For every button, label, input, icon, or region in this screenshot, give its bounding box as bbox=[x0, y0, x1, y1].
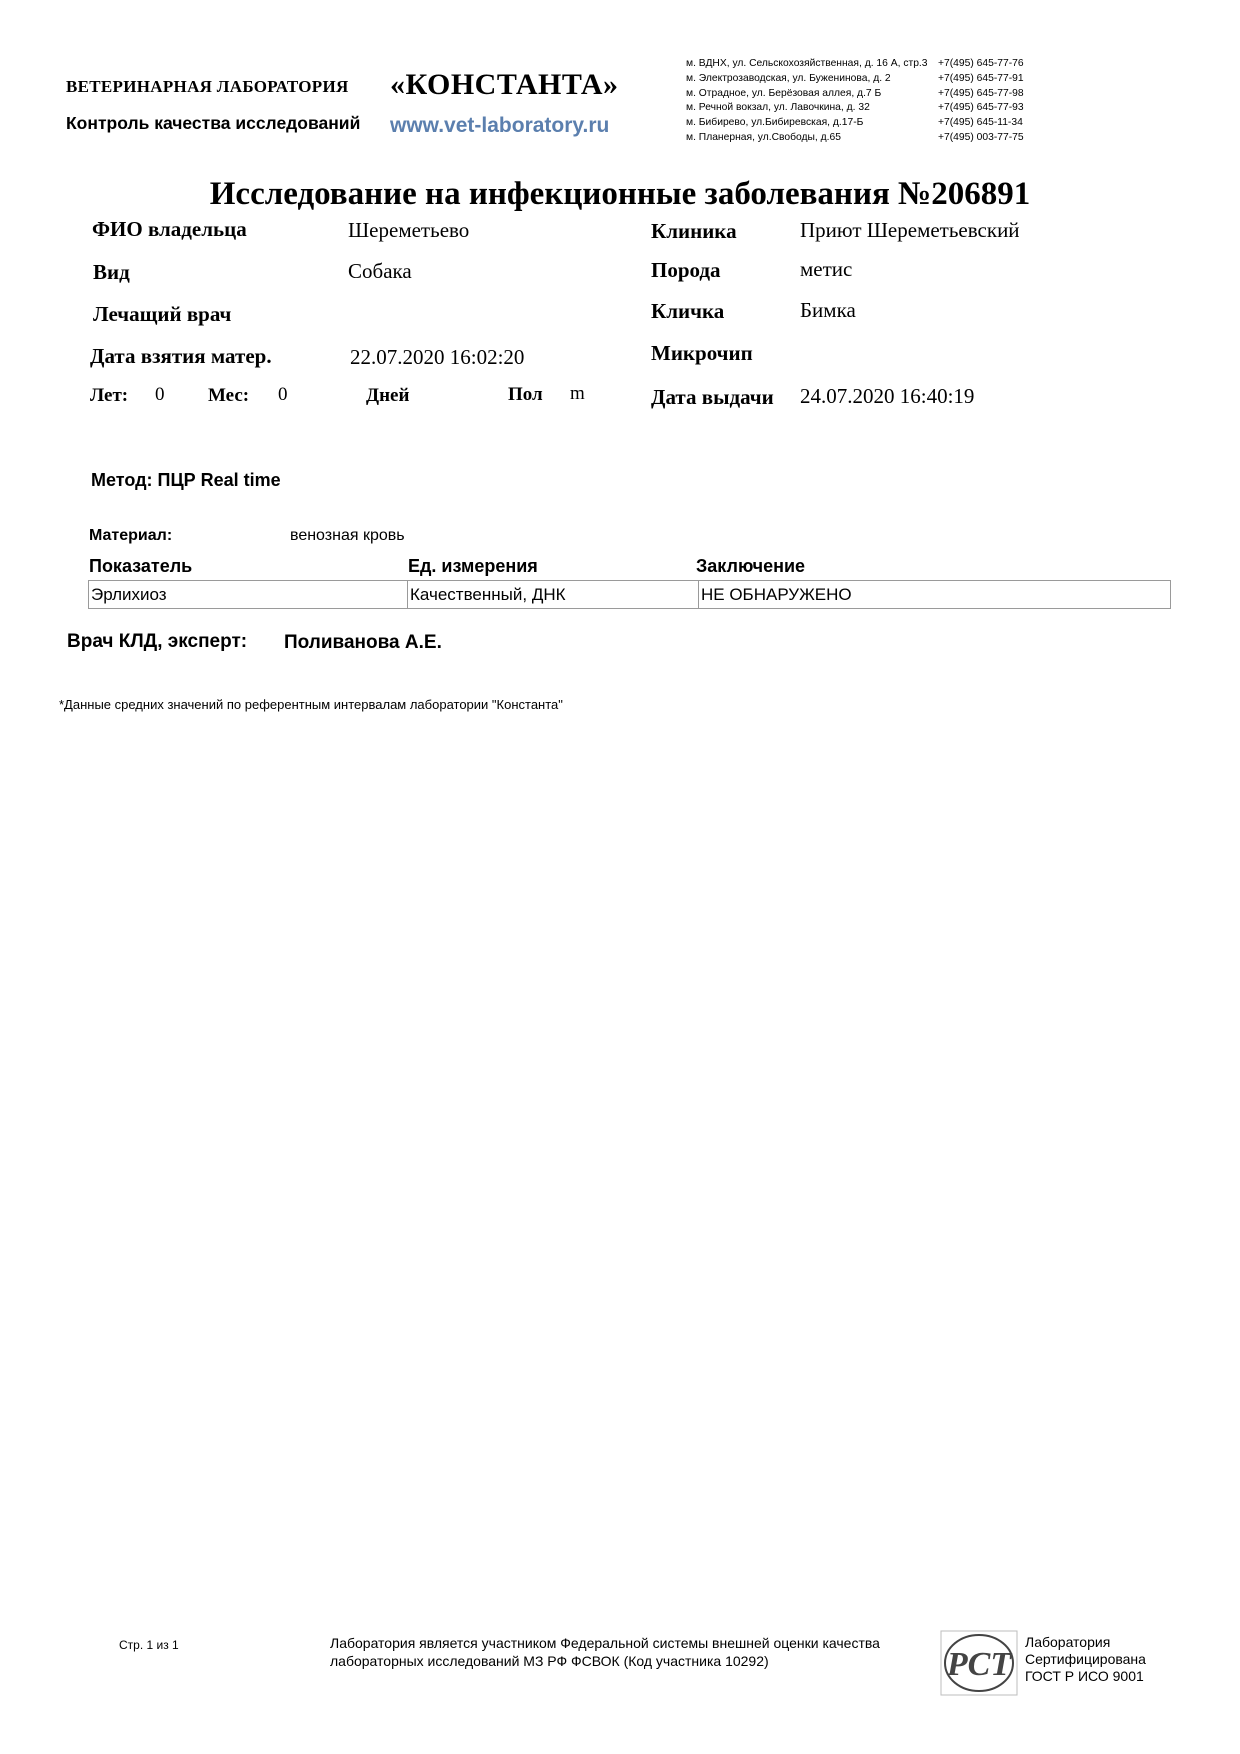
sex-label: Пол bbox=[508, 384, 543, 405]
days-label: Дней bbox=[366, 385, 410, 406]
conclusion-cell: НЕ ОБНАРУЖЕНО bbox=[699, 581, 1171, 609]
lab-brand: «КОНСТАНТА» bbox=[390, 68, 619, 101]
branch-phone: +7(495) 645-77-91 bbox=[938, 73, 1024, 84]
owner-label: ФИО владельца bbox=[92, 217, 247, 241]
logo-letters: РСТ bbox=[946, 1646, 1012, 1683]
branch-phone: +7(495) 645-77-93 bbox=[938, 102, 1024, 113]
branch-phone: +7(495) 645-77-98 bbox=[938, 88, 1024, 99]
sample-date-value: 22.07.2020 16:02:20 bbox=[350, 345, 525, 369]
cert-line: ГОСТ Р ИСО 9001 bbox=[1025, 1668, 1144, 1684]
doctor-label: Лечащий врач bbox=[93, 302, 232, 326]
column-header-conclusion: Заключение bbox=[696, 556, 806, 576]
breed-label: Порода bbox=[651, 258, 721, 282]
website-link[interactable]: www.vet-laboratory.ru bbox=[390, 114, 610, 137]
column-header-indicator: Показатель bbox=[89, 556, 193, 576]
branch-address: м. Бибирево, ул.Бибиревская, д.17-Б bbox=[686, 117, 864, 128]
issue-date-label: Дата выдачи bbox=[651, 385, 774, 409]
page-number: Стр. 1 из 1 bbox=[119, 1638, 179, 1652]
fsvok-line: Лаборатория является участником Федеральной системы внешней оценки качества bbox=[330, 1635, 880, 1651]
branch-address: м. Электрозаводская, ул. Буженинова, д. 2 bbox=[686, 73, 891, 84]
method-label: Метод: ПЦР Real time bbox=[91, 470, 281, 490]
years-value: 0 bbox=[155, 384, 165, 405]
material-label: Материал: bbox=[89, 527, 173, 544]
reference-note: *Данные средних значений по референтным интервалам лаборатории "Константа" bbox=[59, 697, 563, 712]
microchip-label: Микрочип bbox=[651, 341, 753, 365]
species-value: Собака bbox=[348, 259, 412, 283]
material-value: венозная кровь bbox=[290, 527, 405, 544]
sex-value: m bbox=[570, 383, 585, 404]
nickname-label: Кличка bbox=[651, 299, 725, 323]
quality-control-label: Контроль качества исследований bbox=[66, 113, 361, 133]
indicator-cell: Эрлихиоз bbox=[89, 581, 408, 609]
cert-line: Сертифицирована bbox=[1025, 1651, 1146, 1667]
branch-phone: +7(495) 645-77-76 bbox=[938, 58, 1024, 69]
certification-note bbox=[1025, 1634, 1146, 1685]
branch-address: м. Речной вокзал, ул. Лавочкина, д. 32 bbox=[686, 102, 870, 113]
unit-cell: Качественный, ДНК bbox=[408, 581, 699, 609]
cert-line: Лаборатория bbox=[1025, 1634, 1111, 1650]
breed-value: метис bbox=[800, 257, 853, 281]
owner-value: Шереметьево bbox=[348, 218, 470, 242]
rst-certification-logo bbox=[940, 1630, 1018, 1696]
column-header-unit: Ед. измерения bbox=[408, 556, 538, 576]
years-label: Лет: bbox=[90, 385, 129, 406]
results-table bbox=[88, 580, 1171, 609]
months-value: 0 bbox=[278, 384, 288, 405]
expert-name: Поливанова А.Е. bbox=[284, 632, 442, 653]
document-title: Исследование на инфекционные заболевания №206891 bbox=[209, 176, 1031, 212]
sample-date-label: Дата взятия матер. bbox=[90, 344, 272, 368]
branch-address: м. Планерная, ул.Свободы, д.65 bbox=[686, 132, 841, 143]
nickname-value: Бимка bbox=[800, 298, 856, 322]
clinic-label: Клиника bbox=[651, 219, 737, 243]
lab-name: ВЕТЕРИНАРНАЯ ЛАБОРАТОРИЯ bbox=[66, 77, 349, 96]
branch-address: м. ВДНХ, ул. Сельскохозяйственная, д. 16 А, стр.3 bbox=[686, 58, 928, 69]
fsvok-line: лабораторных исследований МЗ РФ ФСВОК (Код участника 10292) bbox=[330, 1653, 769, 1669]
expert-label: Врач КЛД, эксперт: bbox=[67, 631, 248, 652]
species-label: Вид bbox=[93, 260, 130, 284]
table-row bbox=[89, 581, 1171, 609]
clinic-value: Приют Шереметьевский bbox=[800, 218, 1020, 242]
branch-phone: +7(495) 003-77-75 bbox=[938, 132, 1024, 143]
issue-date-value: 24.07.2020 16:40:19 bbox=[800, 384, 975, 408]
branch-address: м. Отрадное, ул. Берёзовая аллея, д.7 Б bbox=[686, 88, 882, 99]
branch-phone: +7(495) 645-11-34 bbox=[938, 117, 1023, 128]
fsvok-note bbox=[330, 1634, 880, 1670]
months-label: Мес: bbox=[208, 385, 250, 406]
